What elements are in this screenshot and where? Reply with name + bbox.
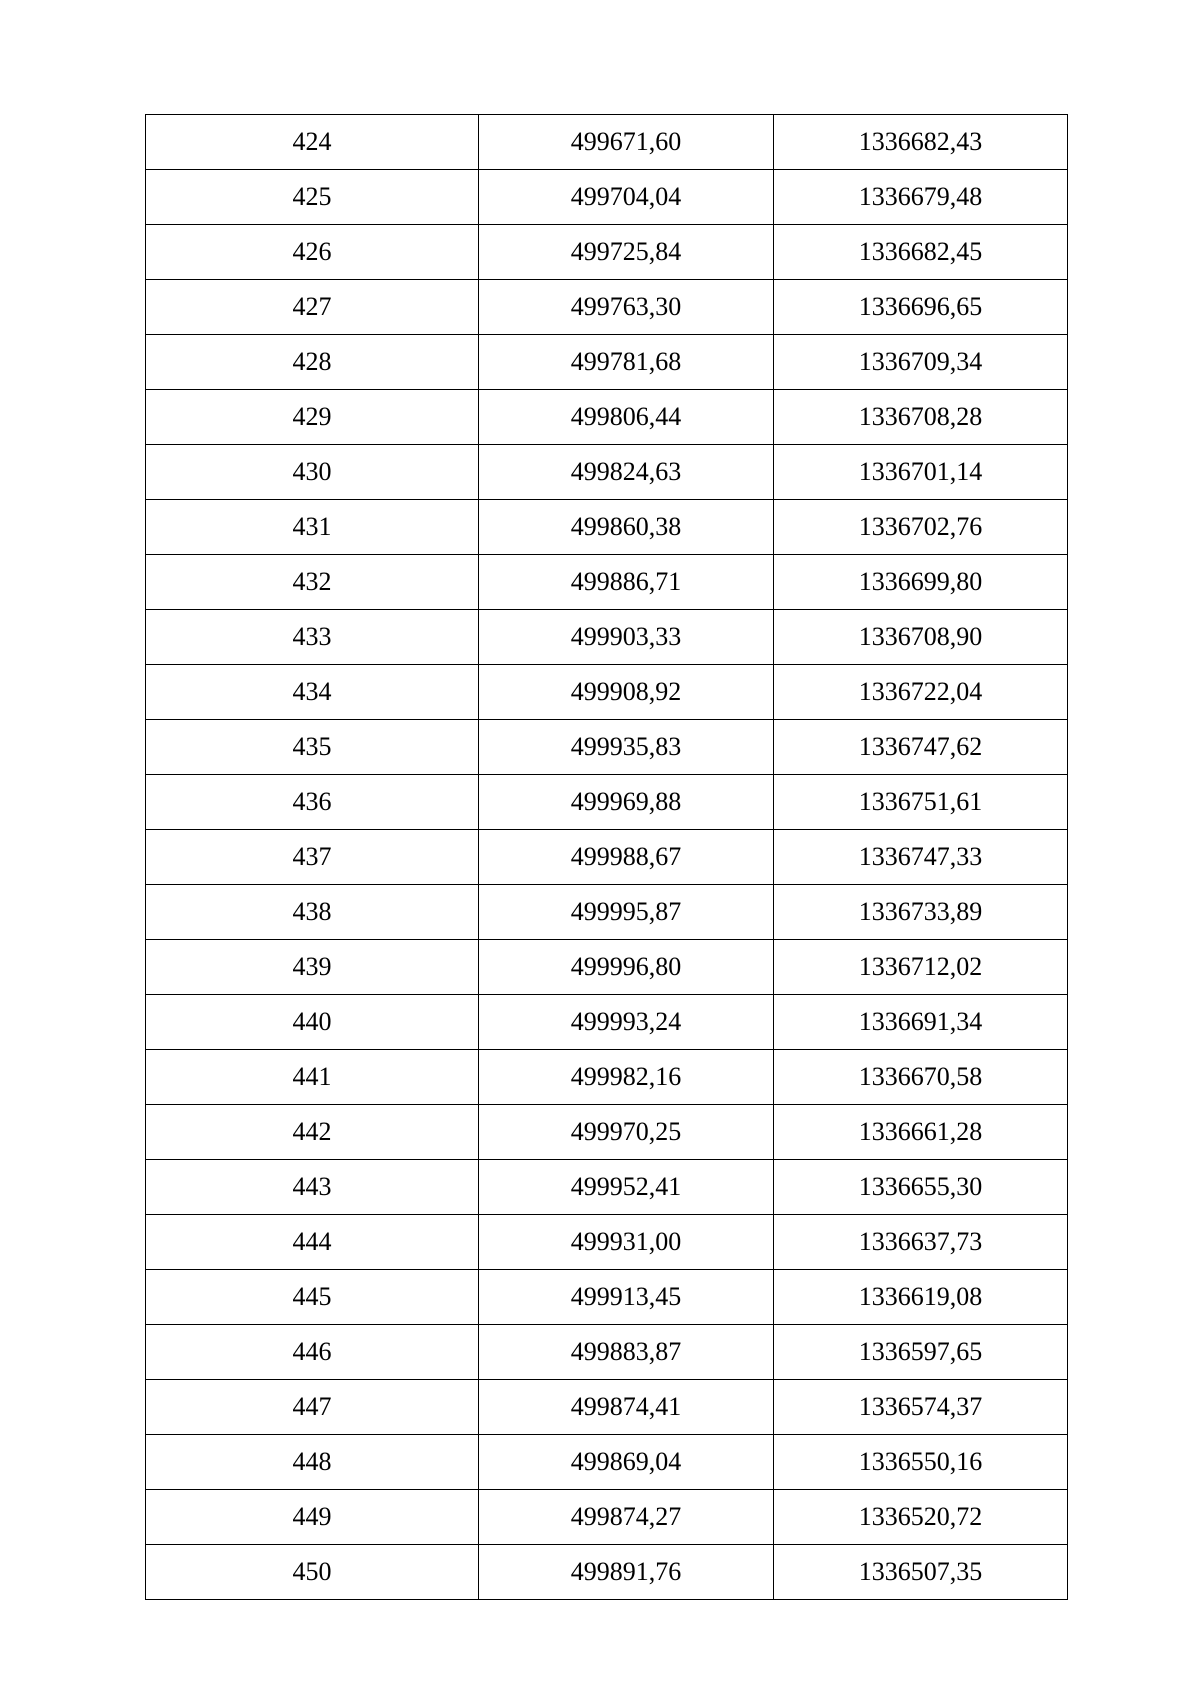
y-coordinate-cell: 1336670,58 [774, 1050, 1068, 1105]
x-coordinate-cell: 499781,68 [479, 335, 774, 390]
table-row [146, 720, 1068, 775]
x-coordinate-cell: 499988,67 [479, 830, 774, 885]
point-number-cell: 450 [146, 1545, 479, 1600]
y-coordinate-cell: 1336619,08 [774, 1270, 1068, 1325]
point-number-cell: 428 [146, 335, 479, 390]
y-coordinate-cell: 1336520,72 [774, 1490, 1068, 1545]
point-number-cell: 437 [146, 830, 479, 885]
table-row [146, 335, 1068, 390]
point-number-cell: 425 [146, 170, 479, 225]
point-number-cell: 444 [146, 1215, 479, 1270]
point-number-cell: 447 [146, 1380, 479, 1435]
x-coordinate-cell: 499874,41 [479, 1380, 774, 1435]
x-coordinate-cell: 499908,92 [479, 665, 774, 720]
point-number-cell: 445 [146, 1270, 479, 1325]
y-coordinate-cell: 1336691,34 [774, 995, 1068, 1050]
x-coordinate-cell: 499806,44 [479, 390, 774, 445]
point-number-cell: 438 [146, 885, 479, 940]
coordinates-table [145, 114, 1068, 1600]
y-coordinate-cell: 1336696,65 [774, 280, 1068, 335]
y-coordinate-cell: 1336661,28 [774, 1105, 1068, 1160]
point-number-cell: 435 [146, 720, 479, 775]
y-coordinate-cell: 1336722,04 [774, 665, 1068, 720]
table-row [146, 1435, 1068, 1490]
x-coordinate-cell: 499996,80 [479, 940, 774, 995]
x-coordinate-cell: 499952,41 [479, 1160, 774, 1215]
y-coordinate-cell: 1336597,65 [774, 1325, 1068, 1380]
y-coordinate-cell: 1336712,02 [774, 940, 1068, 995]
x-coordinate-cell: 499860,38 [479, 500, 774, 555]
y-coordinate-cell: 1336751,61 [774, 775, 1068, 830]
table-row [146, 1325, 1068, 1380]
y-coordinate-cell: 1336701,14 [774, 445, 1068, 500]
x-coordinate-cell: 499913,45 [479, 1270, 774, 1325]
table-row [146, 995, 1068, 1050]
y-coordinate-cell: 1336655,30 [774, 1160, 1068, 1215]
point-number-cell: 439 [146, 940, 479, 995]
point-number-cell: 429 [146, 390, 479, 445]
x-coordinate-cell: 499883,87 [479, 1325, 774, 1380]
x-coordinate-cell: 499874,27 [479, 1490, 774, 1545]
point-number-cell: 431 [146, 500, 479, 555]
y-coordinate-cell: 1336709,34 [774, 335, 1068, 390]
table-row [146, 1050, 1068, 1105]
table-row [146, 885, 1068, 940]
point-number-cell: 449 [146, 1490, 479, 1545]
point-number-cell: 448 [146, 1435, 479, 1490]
table-row [146, 445, 1068, 500]
table-row [146, 390, 1068, 445]
y-coordinate-cell: 1336708,28 [774, 390, 1068, 445]
y-coordinate-cell: 1336679,48 [774, 170, 1068, 225]
table-row [146, 1270, 1068, 1325]
point-number-cell: 443 [146, 1160, 479, 1215]
table-row [146, 1160, 1068, 1215]
table-row [146, 555, 1068, 610]
x-coordinate-cell: 499969,88 [479, 775, 774, 830]
table-row [146, 1380, 1068, 1435]
x-coordinate-cell: 499995,87 [479, 885, 774, 940]
x-coordinate-cell: 499891,76 [479, 1545, 774, 1600]
table-row [146, 500, 1068, 555]
y-coordinate-cell: 1336747,62 [774, 720, 1068, 775]
x-coordinate-cell: 499763,30 [479, 280, 774, 335]
x-coordinate-cell: 499671,60 [479, 115, 774, 170]
table-row [146, 665, 1068, 720]
y-coordinate-cell: 1336682,43 [774, 115, 1068, 170]
table-row [146, 225, 1068, 280]
y-coordinate-cell: 1336637,73 [774, 1215, 1068, 1270]
point-number-cell: 434 [146, 665, 479, 720]
point-number-cell: 432 [146, 555, 479, 610]
point-number-cell: 440 [146, 995, 479, 1050]
y-coordinate-cell: 1336747,33 [774, 830, 1068, 885]
coordinates-table-body [146, 115, 1068, 1600]
table-row [146, 170, 1068, 225]
table-row [146, 280, 1068, 335]
table-row [146, 1105, 1068, 1160]
y-coordinate-cell: 1336507,35 [774, 1545, 1068, 1600]
x-coordinate-cell: 499886,71 [479, 555, 774, 610]
point-number-cell: 446 [146, 1325, 479, 1380]
table-row [146, 830, 1068, 885]
table-row [146, 1215, 1068, 1270]
table-row [146, 1490, 1068, 1545]
y-coordinate-cell: 1336702,76 [774, 500, 1068, 555]
point-number-cell: 442 [146, 1105, 479, 1160]
y-coordinate-cell: 1336699,80 [774, 555, 1068, 610]
point-number-cell: 436 [146, 775, 479, 830]
point-number-cell: 433 [146, 610, 479, 665]
y-coordinate-cell: 1336733,89 [774, 885, 1068, 940]
table-row [146, 1545, 1068, 1600]
x-coordinate-cell: 499935,83 [479, 720, 774, 775]
point-number-cell: 427 [146, 280, 479, 335]
x-coordinate-cell: 499704,04 [479, 170, 774, 225]
x-coordinate-cell: 499869,04 [479, 1435, 774, 1490]
x-coordinate-cell: 499993,24 [479, 995, 774, 1050]
y-coordinate-cell: 1336550,16 [774, 1435, 1068, 1490]
x-coordinate-cell: 499970,25 [479, 1105, 774, 1160]
y-coordinate-cell: 1336574,37 [774, 1380, 1068, 1435]
x-coordinate-cell: 499725,84 [479, 225, 774, 280]
point-number-cell: 441 [146, 1050, 479, 1105]
x-coordinate-cell: 499903,33 [479, 610, 774, 665]
y-coordinate-cell: 1336682,45 [774, 225, 1068, 280]
table-row [146, 940, 1068, 995]
table-row [146, 610, 1068, 665]
x-coordinate-cell: 499982,16 [479, 1050, 774, 1105]
point-number-cell: 426 [146, 225, 479, 280]
x-coordinate-cell: 499824,63 [479, 445, 774, 500]
table-row [146, 775, 1068, 830]
point-number-cell: 430 [146, 445, 479, 500]
x-coordinate-cell: 499931,00 [479, 1215, 774, 1270]
y-coordinate-cell: 1336708,90 [774, 610, 1068, 665]
point-number-cell: 424 [146, 115, 479, 170]
table-row [146, 115, 1068, 170]
